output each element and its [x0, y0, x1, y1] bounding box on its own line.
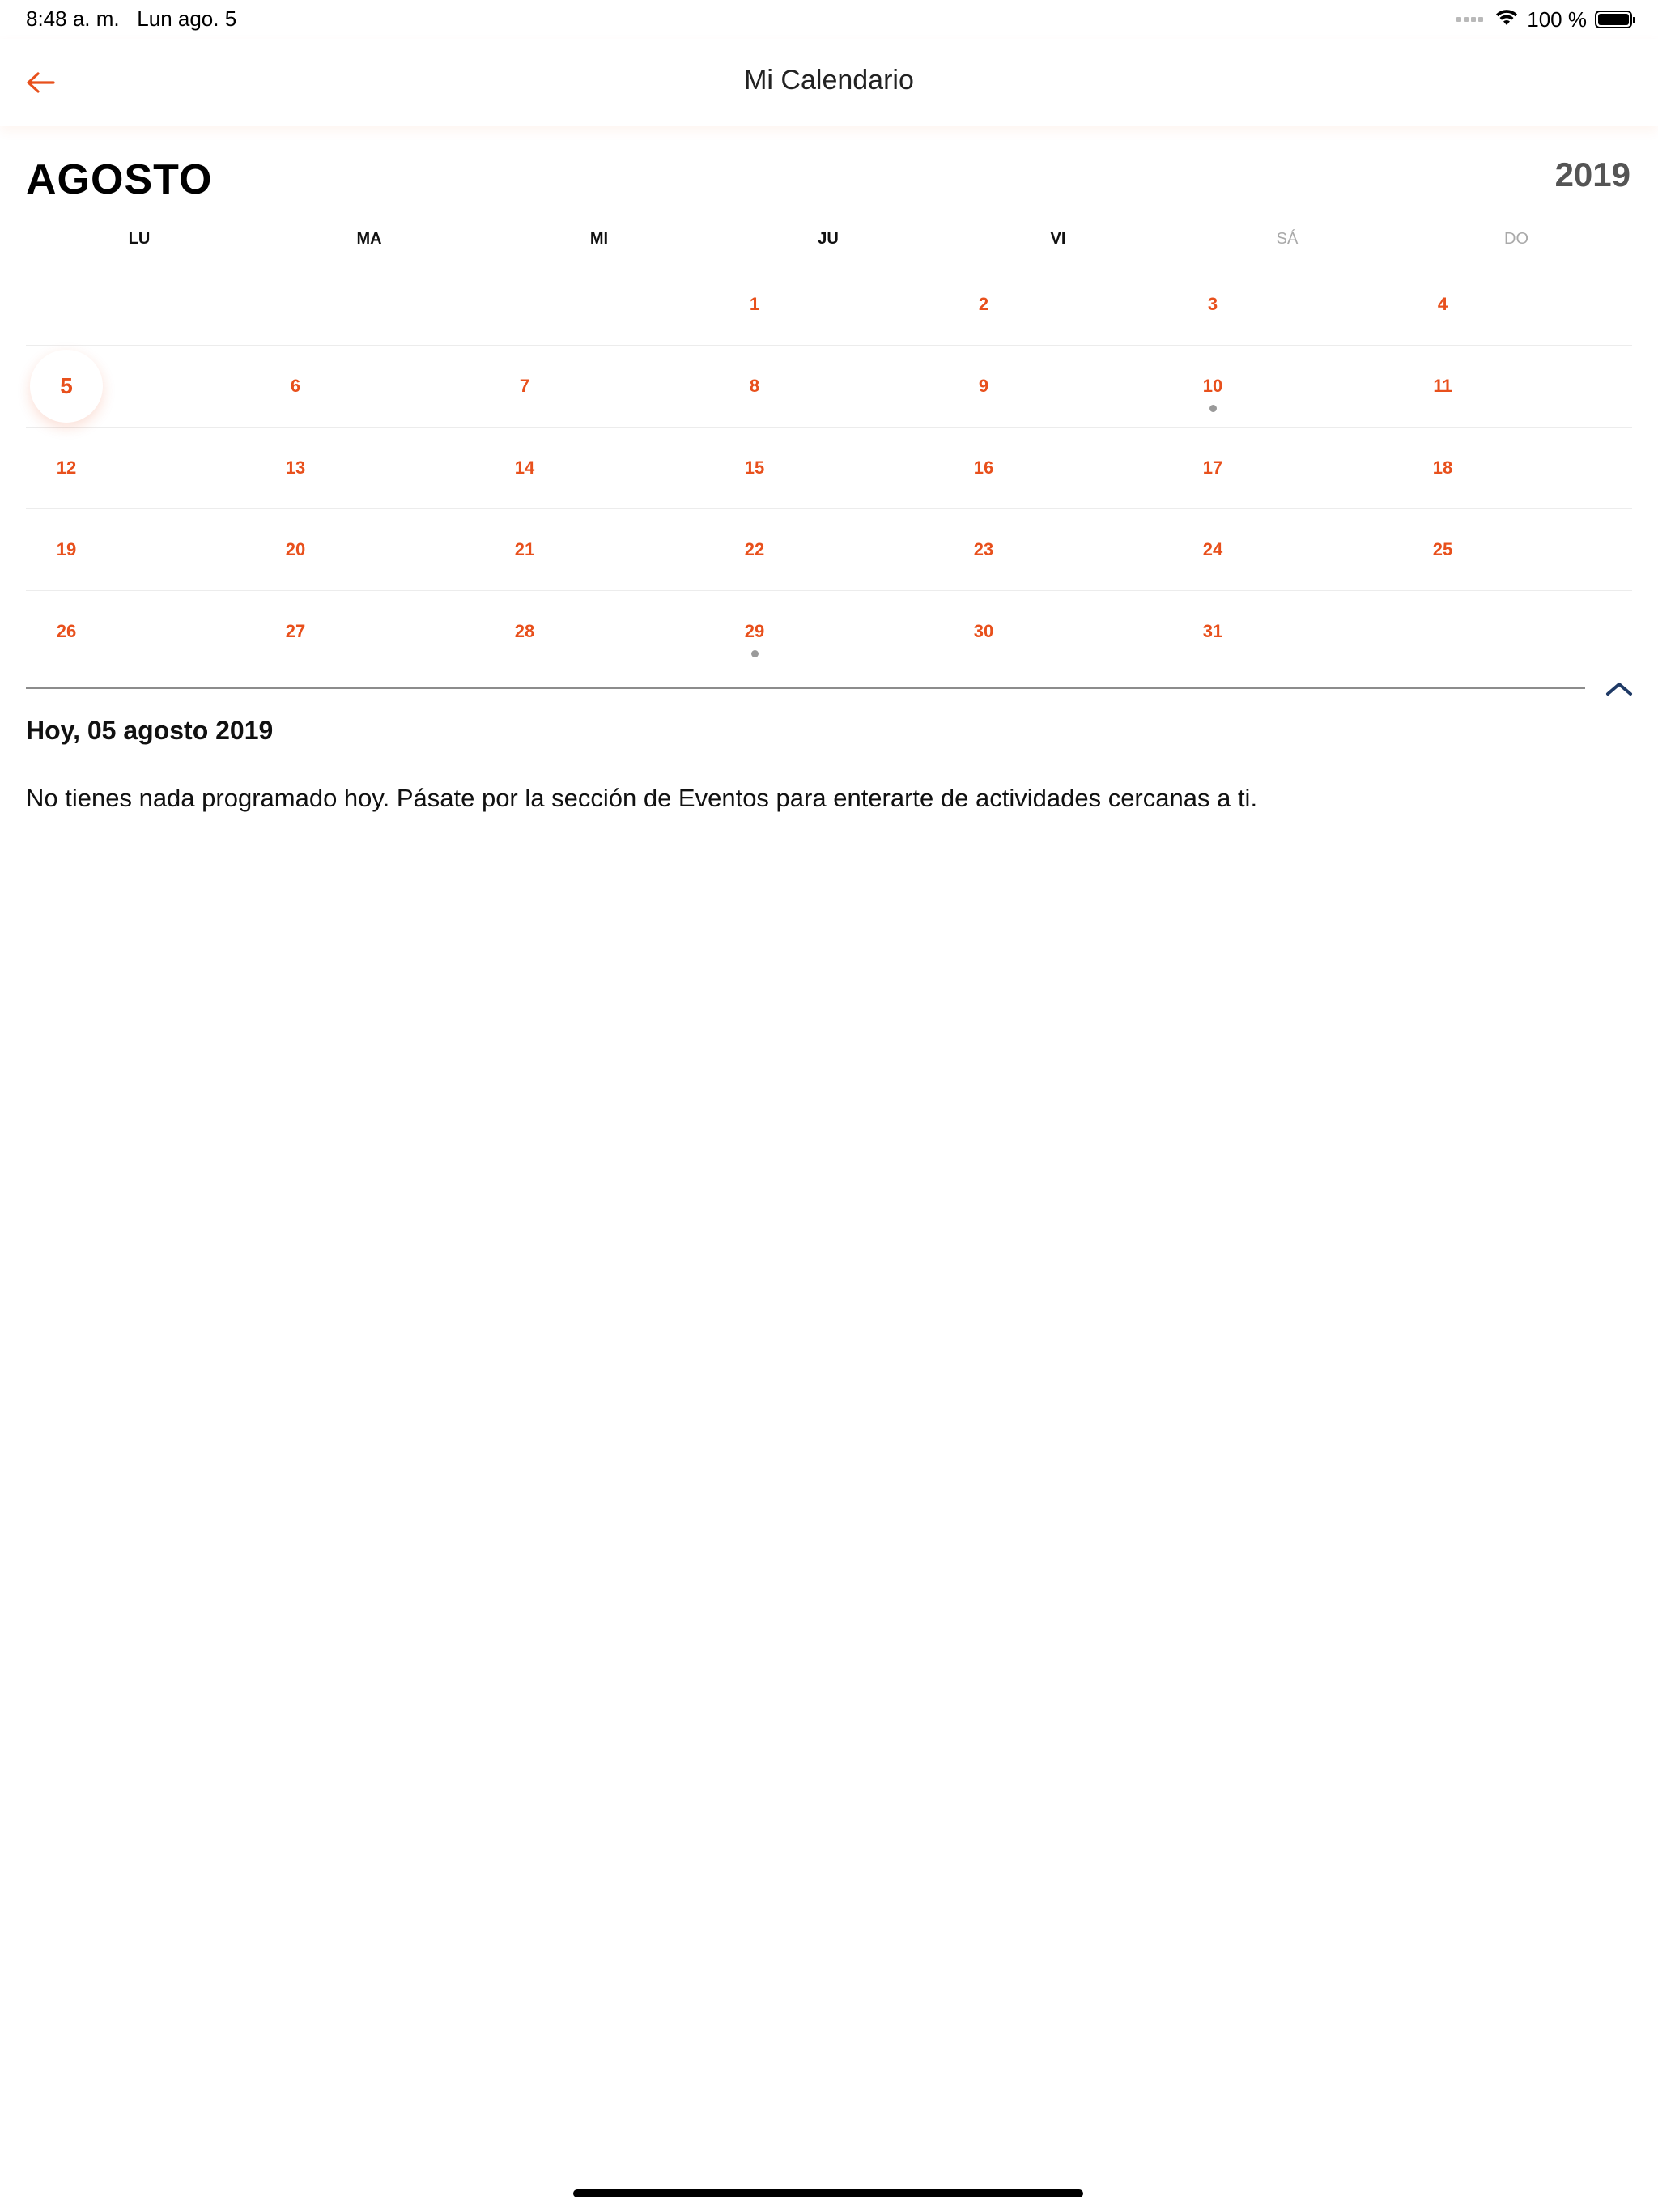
chevron-up-icon: [1605, 679, 1634, 697]
day-number: 14: [514, 457, 535, 478]
day-cell[interactable]: [1172, 591, 1253, 672]
day-cell[interactable]: [714, 264, 795, 345]
day-cell[interactable]: [255, 591, 336, 672]
calendar-week-row: [26, 346, 1632, 428]
wifi-icon: [1494, 7, 1519, 32]
weekday-label: LU: [128, 230, 151, 248]
day-number: 8: [749, 376, 760, 396]
navigation-bar: [0, 39, 1658, 126]
day-cell[interactable]: [943, 591, 1024, 672]
day-number: 25: [1432, 539, 1453, 559]
calendar-week-row: [26, 428, 1632, 509]
day-cell[interactable]: [714, 591, 795, 672]
day-number: 12: [56, 457, 77, 478]
day-cell[interactable]: [255, 346, 336, 427]
weekday-label: MI: [589, 230, 609, 248]
day-number: 13: [285, 457, 306, 478]
day-cell[interactable]: [26, 428, 107, 508]
status-time: 8:48 a. m. Lun ago. 5: [26, 6, 237, 31]
day-number: 26: [56, 621, 77, 641]
day-cell[interactable]: [1172, 428, 1253, 508]
status-indicators: [1456, 6, 1632, 32]
battery-icon: [1595, 11, 1632, 28]
day-cell[interactable]: [255, 509, 336, 590]
day-cell[interactable]: [1172, 264, 1253, 345]
weekday-label: JU: [818, 230, 839, 248]
day-number: 9: [978, 376, 989, 396]
day-number: 19: [56, 539, 77, 559]
month-title: AGOSTO: [26, 156, 213, 203]
day-number: 5: [60, 373, 73, 398]
day-cell[interactable]: [1402, 346, 1483, 427]
event-indicator-dot: [1209, 405, 1217, 412]
day-cell[interactable]: [943, 509, 1024, 590]
page-title: Mi Calendario: [744, 65, 914, 96]
day-cell[interactable]: [26, 509, 107, 590]
day-number: 27: [285, 621, 306, 641]
day-number: 22: [744, 539, 765, 559]
day-number: 7: [519, 376, 530, 396]
day-cell[interactable]: [1402, 264, 1483, 345]
day-number: 16: [973, 457, 994, 478]
day-number: 4: [1437, 294, 1448, 314]
day-number: 29: [744, 621, 765, 641]
day-cell[interactable]: [484, 591, 565, 672]
weekday-label: SÁ: [1276, 230, 1299, 248]
day-number: 6: [290, 376, 301, 396]
day-number: 10: [1202, 376, 1223, 396]
calendar-week-row: [26, 509, 1632, 591]
day-cell[interactable]: [1172, 509, 1253, 590]
day-cell[interactable]: [714, 509, 795, 590]
event-indicator-dot: [751, 650, 759, 657]
weekday-label: MA: [356, 230, 382, 248]
day-cell[interactable]: [484, 346, 565, 427]
day-number: 21: [514, 539, 535, 559]
day-cell-today[interactable]: [26, 346, 107, 427]
day-cell[interactable]: [484, 509, 565, 590]
calendar-divider: [26, 687, 1585, 689]
day-number: 30: [973, 621, 994, 641]
day-number: 18: [1432, 457, 1453, 478]
day-number: 15: [744, 457, 765, 478]
day-number: 17: [1202, 457, 1223, 478]
day-cell[interactable]: [714, 428, 795, 508]
day-cell[interactable]: [26, 591, 107, 672]
day-cell[interactable]: [1402, 509, 1483, 590]
calendar-grid: [26, 220, 1632, 672]
day-cell[interactable]: [484, 428, 565, 508]
weekday-header: [26, 220, 1632, 257]
day-number: 24: [1202, 539, 1223, 559]
battery-percentage: 100 %: [1527, 6, 1587, 32]
day-number: 1: [749, 294, 760, 314]
calendar-week-row: [26, 591, 1632, 672]
day-cell[interactable]: [943, 346, 1024, 427]
day-number: 11: [1433, 376, 1452, 396]
signal-dots-icon: [1456, 17, 1483, 22]
selected-date-heading: Hoy, 05 agosto 2019: [26, 716, 274, 745]
weekday-label: DO: [1504, 230, 1528, 248]
day-cell[interactable]: [1172, 346, 1253, 427]
day-cell[interactable]: [255, 428, 336, 508]
day-number: 28: [514, 621, 535, 641]
calendar-weeks: [26, 264, 1632, 672]
day-cell[interactable]: [714, 346, 795, 427]
battery-level: [1598, 14, 1629, 25]
status-bar: [0, 0, 1658, 39]
home-indicator[interactable]: [573, 2189, 1083, 2197]
day-number: 20: [285, 539, 306, 559]
weekday-label: VI: [1050, 230, 1066, 248]
year-title: 2019: [1554, 155, 1630, 194]
day-number: 2: [978, 294, 989, 314]
day-cell[interactable]: [943, 428, 1024, 508]
calendar-week-row: [26, 264, 1632, 346]
day-number: 23: [973, 539, 994, 559]
empty-agenda-message: No tienes nada programado hoy. Pásate por la sección de Eventos para enterarte de actividades cercanas a ti.: [26, 784, 1258, 812]
day-number: 31: [1202, 621, 1223, 641]
day-number: 3: [1207, 294, 1218, 314]
collapse-calendar-button[interactable]: [1601, 674, 1637, 703]
day-cell[interactable]: [1402, 428, 1483, 508]
day-cell[interactable]: [943, 264, 1024, 345]
